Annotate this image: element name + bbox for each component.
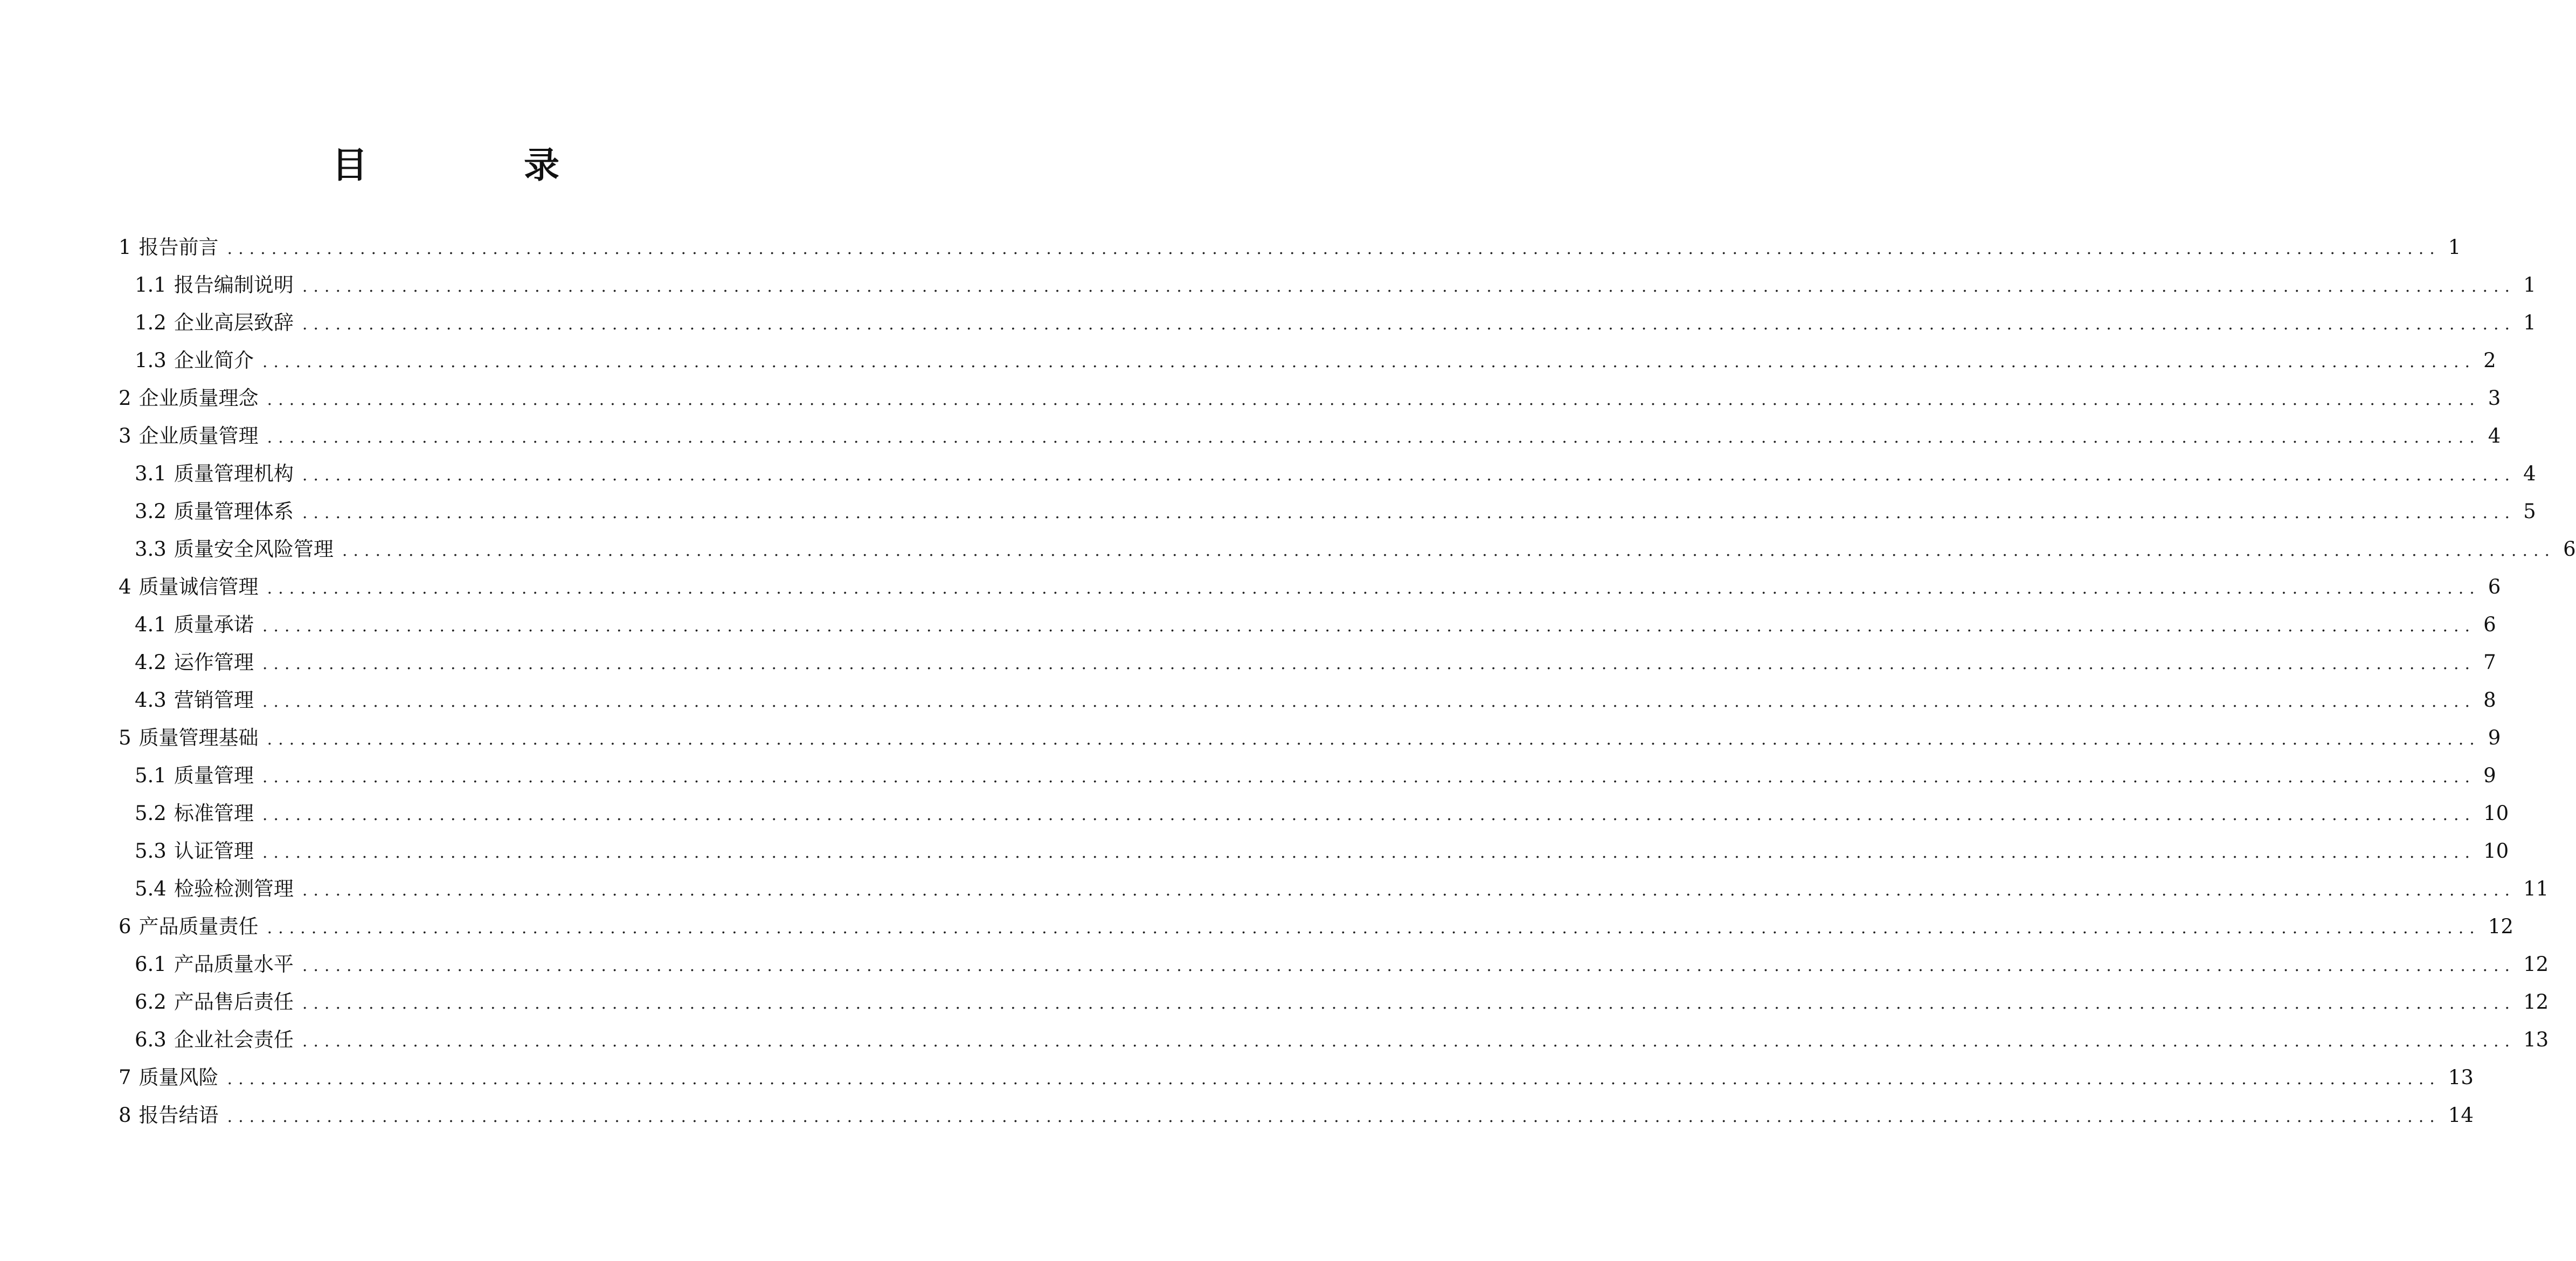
toc-entry[interactable] — [119, 870, 2549, 908]
toc-leader-dots: ........................................................................................................................................................................................................ — [262, 692, 2476, 711]
toc-entry-page-number: 12 — [2488, 915, 2513, 938]
toc-leader-dots: ........................................................................................................................................................................................................ — [262, 617, 2476, 636]
toc-entry-page-number: 9 — [2488, 726, 2501, 749]
toc-entry-label: 质量管理机构 — [174, 462, 294, 485]
toc-entry[interactable] — [119, 1021, 2549, 1059]
toc-entry-label: 报告编制说明 — [174, 273, 294, 297]
toc-entry-number: 3.1 — [135, 462, 167, 485]
toc-entry-page-number: 7 — [2483, 651, 2496, 674]
toc-entry[interactable] — [119, 266, 2536, 304]
toc-entry-number: 1.3 — [135, 349, 167, 372]
toc-entry-page-number: 6 — [2488, 575, 2501, 598]
toc-leader-dots: ........................................................................................................................................................................................................ — [267, 428, 2481, 447]
toc-entry[interactable] — [119, 1097, 2474, 1134]
toc-entry-label: 企业质量理念 — [139, 387, 259, 410]
toc-entry-label: 检验检测管理 — [174, 877, 294, 900]
toc-entry-page-number: 13 — [2448, 1066, 2474, 1089]
toc-entry-label: 运作管理 — [174, 651, 254, 674]
toc-entry-label: 标准管理 — [174, 802, 254, 825]
toc-entry[interactable] — [119, 568, 2501, 606]
toc-entry-number: 1 — [119, 236, 131, 259]
toc-entry-number: 7 — [119, 1066, 131, 1089]
toc-leader-dots: ........................................................................................................................................................................................................ — [262, 843, 2476, 862]
toc-entry-number: 4.1 — [135, 613, 167, 636]
toc-entry[interactable] — [119, 493, 2536, 530]
toc-entry-label: 质量管理 — [174, 764, 254, 787]
toc-entry-page-number: 1 — [2523, 273, 2536, 297]
toc-entry[interactable] — [119, 380, 2501, 417]
toc-entry-label: 报告结语 — [139, 1104, 219, 1127]
toc-entry-label: 认证管理 — [174, 839, 254, 863]
toc-entry-page-number: 4 — [2488, 424, 2501, 447]
toc-entry-label: 报告前言 — [139, 236, 219, 259]
toc-entry[interactable] — [119, 908, 2513, 946]
toc-entry-page-number: 10 — [2483, 802, 2509, 825]
toc-entry-number: 4.3 — [135, 688, 167, 712]
toc-entry-label: 企业质量管理 — [139, 424, 259, 447]
toc-entry-page-number: 1 — [2448, 236, 2461, 259]
toc-entry-label: 质量管理基础 — [139, 726, 259, 749]
toc-entry-number: 5.4 — [135, 877, 167, 900]
toc-entry[interactable] — [119, 644, 2496, 681]
toc-entry[interactable] — [119, 530, 2576, 568]
toc-entry-number: 1.2 — [135, 311, 167, 334]
toc-entry-label: 质量管理体系 — [174, 500, 294, 523]
toc-leader-dots: ........................................................................................................................................................................................................ — [302, 1032, 2516, 1051]
toc-entry-number: 8 — [119, 1104, 131, 1127]
toc-leader-dots: ........................................................................................................................................................................................................ — [262, 768, 2476, 787]
toc-entry-page-number: 6 — [2563, 538, 2576, 561]
toc-entry-page-number: 6 — [2483, 613, 2496, 636]
toc-entry-number: 1.1 — [135, 273, 167, 297]
toc-entry-number: 6.2 — [135, 990, 167, 1014]
toc-leader-dots: ........................................................................................................................................................................................................ — [302, 881, 2516, 900]
toc-entry-page-number: 10 — [2483, 839, 2509, 863]
table-of-contents — [119, 229, 2576, 1134]
toc-leader-dots: ........................................................................................................................................................................................................ — [302, 466, 2516, 485]
toc-entry[interactable] — [119, 606, 2496, 644]
toc-leader-dots: ........................................................................................................................................................................................................ — [342, 541, 2556, 560]
toc-entry-number: 6.1 — [135, 953, 167, 976]
toc-leader-dots: ........................................................................................................................................................................................................ — [227, 239, 2441, 258]
toc-leader-dots: ........................................................................................................................................................................................................ — [262, 353, 2476, 371]
toc-entry[interactable] — [119, 342, 2496, 380]
toc-leader-dots: ........................................................................................................................................................................................................ — [262, 805, 2476, 824]
toc-entry-page-number: 13 — [2523, 1028, 2549, 1051]
toc-entry-label: 产品售后责任 — [174, 990, 294, 1014]
toc-leader-dots: ........................................................................................................................................................................................................ — [262, 654, 2476, 673]
toc-entry-page-number: 2 — [2483, 349, 2496, 372]
toc-leader-dots: ........................................................................................................................................................................................................ — [227, 1070, 2441, 1088]
toc-entry-number: 5.2 — [135, 802, 167, 825]
toc-entry-number: 5.1 — [135, 764, 167, 787]
toc-entry-page-number: 8 — [2483, 688, 2496, 712]
toc-entry-page-number: 12 — [2523, 990, 2549, 1014]
toc-entry-number: 5 — [119, 726, 131, 749]
toc-entry[interactable] — [119, 719, 2501, 757]
toc-entry-page-number: 12 — [2523, 953, 2549, 976]
toc-entry-label: 质量诚信管理 — [139, 575, 259, 598]
toc-entry-label: 产品质量水平 — [174, 953, 294, 976]
toc-leader-dots: ........................................................................................................................................................................................................ — [267, 730, 2481, 749]
toc-entry-label: 质量风险 — [139, 1066, 219, 1089]
toc-entry-number: 3.3 — [135, 538, 167, 561]
toc-entry-label: 企业高层致辞 — [174, 311, 294, 334]
toc-entry[interactable] — [119, 946, 2549, 983]
toc-leader-dots: ........................................................................................................................................................................................................ — [267, 390, 2481, 409]
toc-entry-number: 6 — [119, 915, 131, 938]
toc-entry-page-number: 4 — [2523, 462, 2536, 485]
toc-entry-number: 5.3 — [135, 839, 167, 863]
toc-entry[interactable] — [119, 983, 2549, 1021]
toc-entry[interactable] — [119, 832, 2509, 870]
toc-entry[interactable] — [119, 795, 2509, 832]
toc-entry-page-number: 3 — [2488, 387, 2501, 410]
toc-entry-number: 4.2 — [135, 651, 167, 674]
toc-entry-label: 质量承诺 — [174, 613, 254, 636]
toc-entry[interactable] — [119, 1059, 2474, 1097]
toc-entry-number: 6.3 — [135, 1028, 167, 1051]
toc-entry[interactable] — [119, 229, 2461, 266]
toc-entry[interactable] — [119, 417, 2501, 455]
toc-entry-label: 质量安全风险管理 — [174, 538, 334, 561]
toc-entry[interactable] — [119, 681, 2496, 719]
toc-entry-label: 企业简介 — [174, 349, 254, 372]
toc-entry-page-number: 5 — [2523, 500, 2536, 523]
toc-leader-dots: ........................................................................................................................................................................................................ — [302, 956, 2516, 975]
toc-leader-dots: ........................................................................................................................................................................................................ — [267, 579, 2481, 598]
toc-leader-dots: ........................................................................................................................................................................................................ — [267, 919, 2481, 938]
toc-entry-number: 4 — [119, 575, 131, 598]
toc-leader-dots: ........................................................................................................................................................................................................ — [302, 994, 2516, 1013]
toc-entry-page-number: 1 — [2523, 311, 2536, 334]
toc-entry[interactable] — [119, 455, 2536, 493]
toc-entry-page-number: 11 — [2523, 877, 2549, 900]
toc-entry[interactable] — [119, 757, 2496, 795]
toc-entry-label: 产品质量责任 — [139, 915, 259, 938]
toc-entry-number: 2 — [119, 387, 131, 410]
toc-entry-number: 3.2 — [135, 500, 167, 523]
toc-leader-dots: ........................................................................................................................................................................................................ — [302, 277, 2516, 296]
toc-leader-dots: ........................................................................................................................................................................................................ — [302, 504, 2516, 522]
toc-leader-dots: ........................................................................................................................................................................................................ — [302, 315, 2516, 334]
page-title: 目 录 — [332, 144, 620, 186]
toc-entry-number: 3 — [119, 424, 131, 447]
toc-entry-label: 企业社会责任 — [174, 1028, 294, 1051]
toc-entry-page-number: 9 — [2483, 764, 2496, 787]
toc-entry-label: 营销管理 — [174, 688, 254, 712]
toc-entry[interactable] — [119, 304, 2536, 342]
toc-leader-dots: ........................................................................................................................................................................................................ — [227, 1107, 2441, 1126]
toc-entry-page-number: 14 — [2448, 1104, 2474, 1127]
